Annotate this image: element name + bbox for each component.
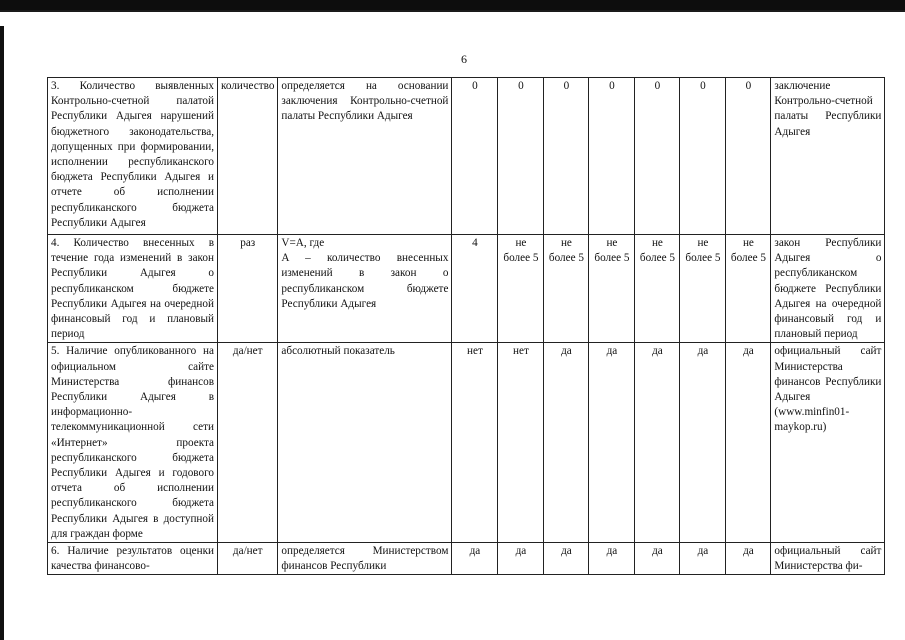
- indicator-value: 0: [589, 78, 635, 235]
- table-row: [48, 343, 885, 543]
- indicator-unit: да/нет: [218, 543, 278, 575]
- table-row: [48, 78, 885, 235]
- indicator-method: V=A, где A – количество внесенных изменений в закон о республиканском бюджете Республики Адыгея: [278, 235, 452, 343]
- indicators-table: [47, 77, 885, 575]
- indicator-value: 0: [726, 78, 771, 235]
- indicator-value: не более 5: [544, 235, 589, 343]
- scan-page-fold: [0, 10, 905, 32]
- indicator-value: не более 5: [498, 235, 544, 343]
- indicator-value: 0: [680, 78, 726, 235]
- indicator-value: да: [680, 543, 726, 575]
- indicator-value: нет: [498, 343, 544, 543]
- table-row: [48, 543, 885, 575]
- indicator-value: не более 5: [680, 235, 726, 343]
- indicator-value: да: [544, 343, 589, 543]
- indicator-value: да: [544, 543, 589, 575]
- indicator-source: заключение Контрольно-счетной палаты Республики Адыгея: [771, 78, 885, 235]
- indicator-value: да: [452, 543, 498, 575]
- indicator-value: да: [726, 543, 771, 575]
- indicator-value: нет: [452, 343, 498, 543]
- indicator-unit: количество: [218, 78, 278, 235]
- indicator-value: да: [680, 343, 726, 543]
- indicator-unit: да/нет: [218, 343, 278, 543]
- indicator-method: определяется Министерством финансов Республики: [278, 543, 452, 575]
- indicator-value: да: [498, 543, 544, 575]
- indicator-value: да: [726, 343, 771, 543]
- indicator-source: закон Республики Адыгея о республиканском бюджете Республики Адыгея на очередной финансовый год и плановый период: [771, 235, 885, 343]
- indicator-value: да: [635, 543, 680, 575]
- indicator-source: официальный сайт Министерства фи-: [771, 543, 885, 575]
- indicator-name: 6. Наличие результатов оценки качества финансово-: [48, 543, 218, 575]
- indicator-source: официальный сайт Министерства финансов Республики Адыгея (www.minfin01-maykop.ru): [771, 343, 885, 543]
- indicator-value: не более 5: [589, 235, 635, 343]
- indicator-unit: раз: [218, 235, 278, 343]
- indicator-name: 5. Наличие опубликованного на официальном сайте Министерства финансов Республики Адыгея в информационно-телекоммуникационной сети «Интернет» проекта республиканского бюджета Республики Адыгея и годового отчета об исполнении республиканского бюджета Республики Адыгея в доступной для граждан форме: [48, 343, 218, 543]
- indicator-method: определяется на основании заключения Контрольно-счетной палаты Республики Адыгея: [278, 78, 452, 235]
- indicator-value: 4: [452, 235, 498, 343]
- indicator-name: 4. Количество внесенных в течение года изменений в закон Республики Адыгея о республиканском бюджете Республики Адыгея на очередной финансовый год и плановый период: [48, 235, 218, 343]
- page-left-edge: [0, 26, 4, 640]
- indicator-value: да: [635, 343, 680, 543]
- indicator-value: 0: [544, 78, 589, 235]
- indicator-value: не более 5: [635, 235, 680, 343]
- indicator-value: 0: [452, 78, 498, 235]
- scan-edge-shadow: [0, 0, 905, 10]
- page-number: 6: [461, 52, 467, 66]
- indicator-value: да: [589, 343, 635, 543]
- indicator-value: не более 5: [726, 235, 771, 343]
- indicator-method: абсолютный показатель: [278, 343, 452, 543]
- indicator-value: 0: [635, 78, 680, 235]
- table-row: [48, 235, 885, 343]
- indicator-value: да: [589, 543, 635, 575]
- indicator-name: 3. Количество выявленных Контрольно-счетной палатой Республики Адыгея нарушений бюджетного законодательства, допущенных при формировании, исполнении республиканского бюджета Республики Адыгея и отчете об исполнении республиканского бюджета Республики Адыгея: [48, 78, 218, 235]
- indicator-value: 0: [498, 78, 544, 235]
